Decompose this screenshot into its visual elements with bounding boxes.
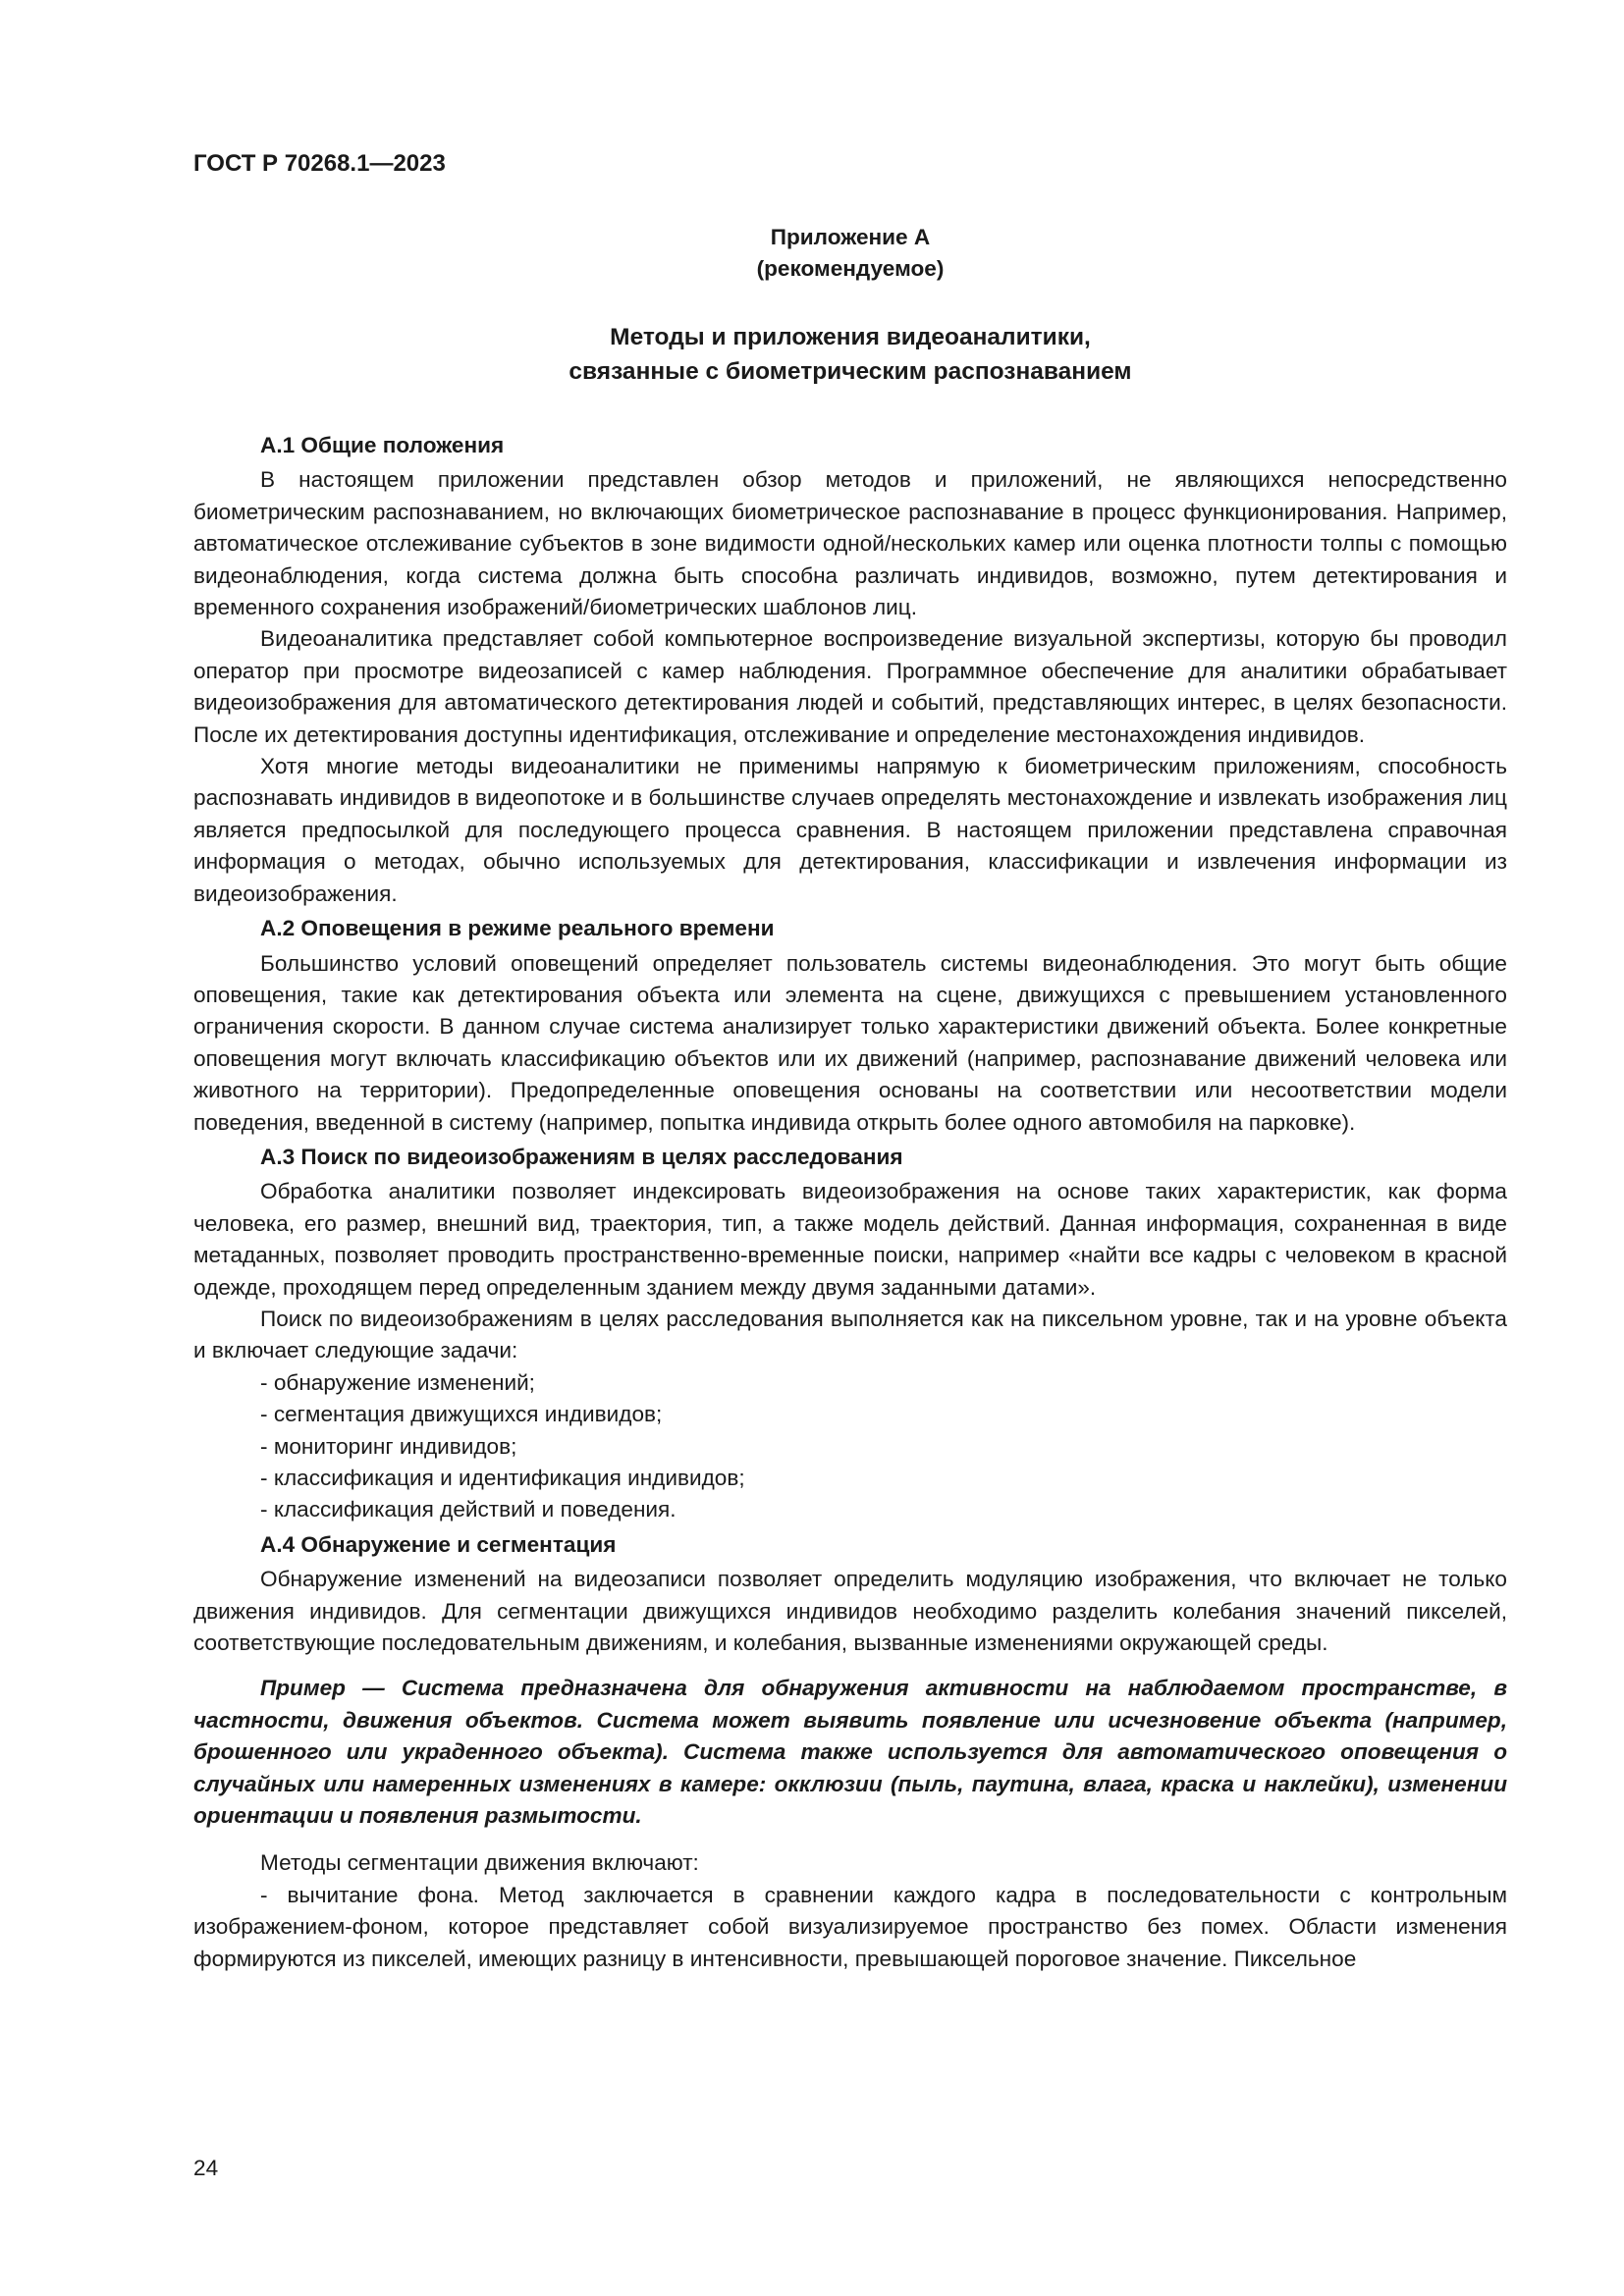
section-heading: А.1 Общие положения — [260, 433, 505, 457]
list-item: - классификация действий и поведения. — [260, 1494, 1507, 1525]
paragraph: Большинство условий оповещений определяет пользователь системы видеонаблюдения. Это могут быть общие оповещения, такие как детектирования объекта или элемента на сцене, движущихся с превышением установленного ограничения скорости. В данном случае система анализирует только характеристики движений объекта. Более конкретные оповещения могут включать классификацию объектов или их движений (например, распознавание движений человека или животного на территории). Предопределенные оповещения основаны на соответствии или несоответствии модели поведения, введенной в систему (например, попытка индивида открыть более одного автомобиля на парковке). — [193, 950, 1507, 1135]
task-list — [193, 1367, 1507, 1526]
annex-label: Приложение А — [770, 225, 931, 249]
paragraph: Обнаружение изменений на видеозаписи позволяет определить модуляцию изображения, что включает не только движения индивидов. Для сегментации движущихся индивидов необходимо разделить колебания значений пикселей, соответствующие последовательным движениям, и колебания, вызванные изменениями окружающей среды. — [193, 1567, 1507, 1656]
section-heading: А.3 Поиск по видеоизображениям в целях расследования — [260, 1144, 903, 1169]
annex-status: (рекомендуемое) — [756, 256, 945, 281]
paragraph: - вычитание фона. Метод заключается в сравнении каждого кадра в последовательности с контрольным изображением-фоном, которое представляет собой визуализируемое пространство без помех. Области изменения формируются из пикселей, имеющих разницу в интенсивности, превышающей пороговое значение. Пиксельное — [193, 1882, 1507, 1971]
paragraph: В настоящем приложении представлен обзор методов и приложений, не являющихся непосредственно биометрическим распознаванием, но включающих биометрическое распознавание в процесс функционирования. Например, автоматическое отслеживание субъектов в зоне видимости одной/нескольких камер или оценка плотности толпы с помощью видеонаблюдения, когда система должна быть способна различать индивидов, возможно, путем детектирования и временного сохранения изображений/биометрических шаблонов лиц. — [193, 467, 1507, 620]
document-code: ГОСТ Р 70268.1—2023 — [193, 150, 446, 177]
list-item: - классификация и идентификация индивидов; — [260, 1463, 1507, 1494]
section-heading: А.2 Оповещения в режиме реального времени — [260, 916, 775, 941]
example-paragraph: Пример — Система предназначена для обнаружения активности на наблюдаемом пространстве, в частности, движения объектов. Система может выявить появление или исчезновение объекта (например, брошенного или украденного объекта). Система также используется для автоматического оповещения о случайных или намеренных изменениях в камере: окклюзии (пыль, паутина, влага, краска и наклейки), изменении ориентации и появления размытости. — [193, 1676, 1507, 1829]
annex-title-line-2: связанные с биометрическим распознаванием — [568, 358, 1132, 385]
section-a2 — [193, 910, 1507, 1139]
paragraph: Методы сегментации движения включают: — [260, 1850, 699, 1876]
page-number: 24 — [193, 2156, 219, 2180]
section-a1 — [193, 427, 1507, 910]
paragraph: Хотя многие методы видеоаналитики не применимы напрямую к биометрическим приложениям, способность распознавать индивидов в видеопотоке и в большинстве случаев определять местонахождение и извлекать изображения лиц является предпосылкой для последующего процесса сравнения. В настоящем приложении представлена справочная информация о методах, обычно используемых для детектирования, классификации и извлечения информации из видеоизображения. — [193, 754, 1507, 906]
list-item: - обнаружение изменений; — [260, 1367, 1507, 1399]
list-item: - мониторинг индивидов; — [260, 1431, 1507, 1463]
paragraph: Обработка аналитики позволяет индексировать видеоизображения на основе таких характеристик, как форма человека, его размер, внешний вид, траектория, тип, а также модель действий. Данная информация, сохраненная в виде метаданных, позволяет проводить пространственно-временные поиски, например «найти все кадры с человеком в красной одежде, проходящем перед определенным зданием между двумя заданными датами». — [193, 1179, 1507, 1300]
annex-title — [193, 320, 1507, 389]
document-body — [193, 427, 1507, 1975]
section-a4 — [193, 1526, 1507, 1975]
section-heading: А.4 Обнаружение и сегментация — [260, 1531, 617, 1557]
list-item: - сегментация движущихся индивидов; — [260, 1399, 1507, 1430]
annex-label-block — [193, 222, 1507, 285]
section-a3 — [193, 1139, 1507, 1526]
paragraph: Видеоаналитика представляет собой компьютерное воспроизведение визуальной экспертизы, которую бы проводил оператор при просмотре видеозаписей с камер наблюдения. Программное обеспечение для аналитики обрабатывает видеоизображения для автоматического детектирования людей и событий, представляющих интерес, в целях безопасности. После их детектирования доступны идентификация, отслеживание и определение местонахождения индивидов. — [193, 626, 1507, 747]
annex-title-line-1: Методы и приложения видеоаналитики, — [610, 324, 1091, 350]
paragraph: Поиск по видеоизображениям в целях расследования выполняется как на пиксельном уровне, так и на уровне объекта и включает следующие задачи: — [193, 1306, 1507, 1363]
